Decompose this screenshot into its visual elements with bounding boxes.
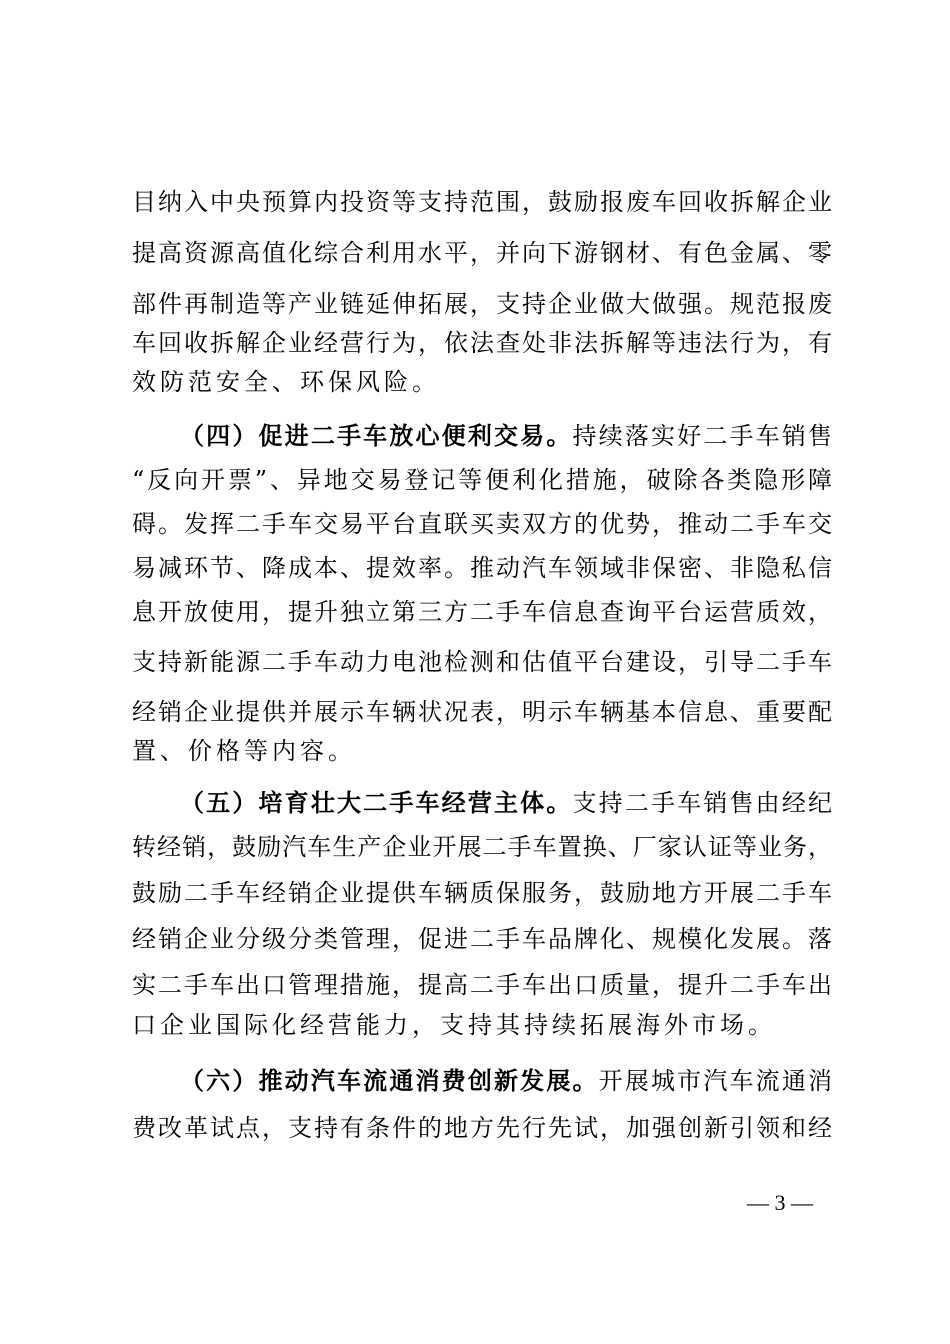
paragraph-2-line-7: 经销企业提供并展示车辆状况表，明示车辆基本信息、重要配 <box>132 698 832 726</box>
paragraph-1-line-4: 车回收拆解企业经营行为，依法查处非法拆解等违法行为，有 <box>132 329 832 357</box>
paragraph-1-line-3: 部件再制造等产业链延伸拓展，支持企业做大做强。规范报废 <box>132 290 832 318</box>
paragraph-1-line-2: 提高资源高值化综合利用水平，并向下游钢材、有色金属、零 <box>132 239 832 267</box>
paragraph-1-line-5: 效防范安全、环保风险。 <box>132 368 440 396</box>
paragraph-3-line-6: 口企业国际化经营能力，支持其持续拓展海外市场。 <box>132 1011 776 1039</box>
page-number: — 3 — <box>747 1190 813 1215</box>
paragraph-4-first-line-rest: 开展城市汽车流通消 <box>598 1067 833 1095</box>
paragraph-3-line-4: 经销企业分级分类管理，促进二手车品牌化、规模化发展。落 <box>132 925 832 953</box>
paragraph-2-first-line-rest: 持续落实好二手车销售 <box>572 422 832 450</box>
paragraph-3-line-1 <box>180 781 832 825</box>
paragraph-3-first-line-rest: 支持二手车销售由经纪 <box>572 789 832 817</box>
paragraph-2-line-1 <box>180 414 832 458</box>
paragraph-2-line-4: 易减环节、降成本、提效率。推动汽车领域非保密、非隐私信 <box>132 554 832 582</box>
paragraph-4-line-2: 费改革试点，支持有条件的地方先行先试，加强创新引领和经 <box>132 1114 832 1142</box>
paragraph-3-line-3: 鼓励二手车经销企业提供车辆质保服务，鼓励地方开展二手车 <box>132 879 832 907</box>
paragraph-3-line-5: 实二手车出口管理措施，提高二手车出口质量，提升二手车出 <box>132 971 832 999</box>
paragraph-2-line-5: 息开放使用，提升独立第三方二手车信息查询平台运营质效， <box>132 598 832 626</box>
paragraph-3-line-2: 转经销，鼓励汽车生产企业开展二手车置换、厂家认证等业务， <box>132 833 832 861</box>
paragraph-4-heading: （六）推动汽车流通消费创新发展。 <box>180 1066 599 1095</box>
paragraph-3-heading: （五）培育壮大二手车经营主体。 <box>180 788 573 817</box>
paragraph-2-line-2: “反向开票”、异地交易登记等便利化措施，破除各类隐形障 <box>132 466 832 494</box>
paragraph-4-line-1 <box>180 1059 832 1103</box>
paragraph-2-line-6: 支持新能源二手车动力电池检测和估值平台建设，引导二手车 <box>132 648 832 676</box>
paragraph-1-line-1: 目纳入中央预算内投资等支持范围，鼓励报废车回收拆解企业 <box>132 188 832 216</box>
paragraph-2-heading: （四）促进二手车放心便利交易。 <box>180 421 573 450</box>
paragraph-2-line-3: 碍。发挥二手车交易平台直联买卖双方的优势，推动二手车交 <box>132 510 832 538</box>
paragraph-2-line-8: 置、价格等内容。 <box>132 737 356 765</box>
